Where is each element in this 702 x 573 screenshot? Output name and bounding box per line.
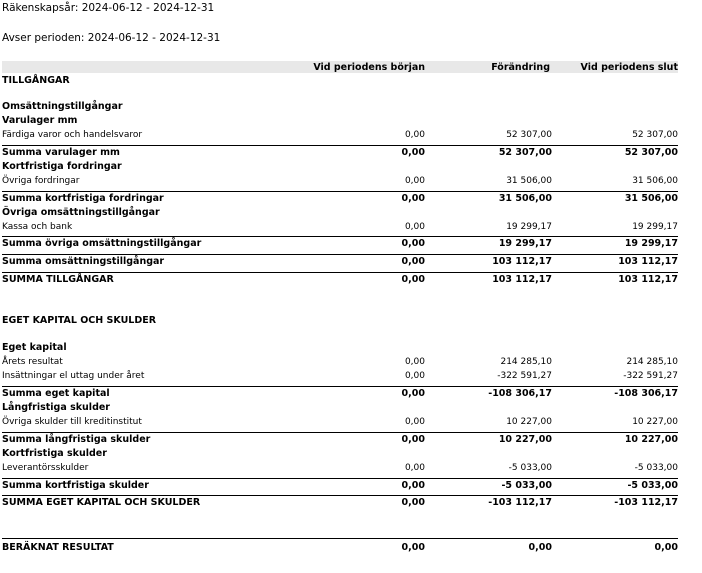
- row-label: TILLGÅNGAR: [2, 75, 70, 86]
- row-divider: [2, 386, 678, 387]
- row-divider: [2, 254, 678, 255]
- value-change: 52 307,00: [498, 147, 552, 158]
- row-label: Färdiga varor och handelsvaror: [2, 130, 143, 140]
- row-label: SUMMA TILLGÅNGAR: [2, 274, 114, 285]
- row-label: Årets resultat: [2, 357, 63, 367]
- value-change: -103 112,17: [488, 497, 552, 508]
- value-end: 103 112,17: [618, 274, 678, 285]
- row-label: Summa kortfristiga fordringar: [2, 193, 164, 204]
- value-start: 0,00: [401, 497, 425, 508]
- row-label: Summa övriga omsättningstillgångar: [2, 238, 202, 249]
- table-row-summa-omsattningstillgangar: [2, 255, 678, 269]
- value-end: -5 033,00: [634, 463, 678, 473]
- value-end: 19 299,17: [624, 238, 678, 249]
- value-change: 0,00: [528, 542, 552, 553]
- value-end: 0,00: [654, 542, 678, 553]
- value-start: 0,00: [401, 480, 425, 491]
- row-divider: [2, 478, 678, 479]
- row-label: Övriga fordringar: [2, 176, 80, 186]
- value-end: -322 591,27: [623, 371, 678, 381]
- section-heading-eget-kapital: [2, 341, 678, 355]
- section-heading-varulager-mm: [2, 114, 678, 128]
- row-label: Summa varulager mm: [2, 147, 120, 158]
- value-end: 31 506,00: [632, 176, 678, 186]
- column-header-end: Vid periodens slut: [580, 62, 678, 73]
- section-heading-omsattningstillgangar: [2, 100, 678, 114]
- value-change: 31 506,00: [506, 176, 552, 186]
- table-row-leverantorsskulder: [2, 461, 678, 475]
- value-start: 0,00: [404, 222, 425, 232]
- value-start: 0,00: [401, 542, 425, 553]
- value-change: -5 033,00: [508, 463, 552, 473]
- row-label: Övriga skulder till kreditinstitut: [2, 417, 142, 427]
- row-label: Varulager mm: [2, 115, 78, 126]
- value-end: 31 506,00: [624, 193, 678, 204]
- value-end: 19 299,17: [632, 222, 678, 232]
- value-change: 10 227,00: [506, 417, 552, 427]
- value-change: -5 033,00: [501, 480, 552, 491]
- table-row-summa-kortfristiga-skulder: [2, 479, 678, 493]
- row-label: Summa kortfristiga skulder: [2, 480, 149, 491]
- table-row-summa-tillgangar: [2, 273, 678, 287]
- value-start: 0,00: [401, 434, 425, 445]
- value-end: 52 307,00: [632, 130, 678, 140]
- table-row-summa-kortfristiga-fordringar: [2, 192, 678, 206]
- value-change: 52 307,00: [506, 130, 552, 140]
- column-header-change: Förändring: [491, 62, 550, 73]
- row-divider: [2, 191, 678, 192]
- value-start: 0,00: [404, 417, 425, 427]
- value-start: 0,00: [404, 176, 425, 186]
- section-heading-tillgangar: [2, 74, 678, 88]
- value-end: -103 112,17: [614, 497, 678, 508]
- table-row-summa-varulager-mm: [2, 146, 678, 160]
- row-label: Insättningar el uttag under året: [2, 371, 145, 381]
- result-divider: [2, 538, 678, 539]
- value-end: 10 227,00: [624, 434, 678, 445]
- row-label: Eget kapital: [2, 342, 67, 353]
- value-end: 103 112,17: [618, 256, 678, 267]
- row-label: Leverantörsskulder: [2, 463, 89, 473]
- value-change: 19 299,17: [498, 238, 552, 249]
- table-row-insattningar-el-uttag-under-aret: [2, 369, 678, 383]
- value-change: 214 285,10: [500, 357, 552, 367]
- value-change: -108 306,17: [488, 388, 552, 399]
- row-label: Summa omsättningstillgångar: [2, 256, 165, 267]
- value-change: 10 227,00: [498, 434, 552, 445]
- section-heading-ovriga-omsattningstillgangar: [2, 206, 678, 220]
- section-heading-kortfristiga-fordringar: [2, 160, 678, 174]
- value-start: 0,00: [401, 388, 425, 399]
- value-end: -5 033,00: [627, 480, 678, 491]
- table-row-arets-resultat: [2, 355, 678, 369]
- row-label: Summa eget kapital: [2, 388, 110, 399]
- value-start: 0,00: [401, 193, 425, 204]
- row-label: BERÄKNAT RESULTAT: [2, 542, 114, 553]
- row-label: EGET KAPITAL OCH SKULDER: [2, 315, 157, 326]
- value-end: 214 285,10: [626, 357, 678, 367]
- value-start: 0,00: [401, 147, 425, 158]
- section-heading-kortfristiga-skulder: [2, 447, 678, 461]
- value-change: 19 299,17: [506, 222, 552, 232]
- row-label: SUMMA EGET KAPITAL OCH SKULDER: [2, 497, 201, 508]
- table-row-summa-eget-kapital: [2, 387, 678, 401]
- value-start: 0,00: [401, 274, 425, 285]
- row-label: Summa långfristiga skulder: [2, 434, 151, 445]
- value-end: -108 306,17: [614, 388, 678, 399]
- value-start: 0,00: [404, 463, 425, 473]
- row-label: Kortfristiga skulder: [2, 448, 107, 459]
- row-label: Omsättningstillgångar: [2, 101, 123, 112]
- section-heading-eget-kapital-och-skulder: [2, 314, 678, 328]
- value-end: 10 227,00: [632, 417, 678, 427]
- value-change: -322 591,27: [497, 371, 552, 381]
- value-start: 0,00: [404, 357, 425, 367]
- row-label: Kassa och bank: [2, 222, 73, 232]
- value-start: 0,00: [404, 130, 425, 140]
- value-start: 0,00: [401, 238, 425, 249]
- row-divider: [2, 432, 678, 433]
- row-divider: [2, 236, 678, 237]
- row-label: Långfristiga skulder: [2, 402, 110, 413]
- row-divider: [2, 272, 678, 273]
- value-change: 103 112,17: [492, 274, 552, 285]
- table-row-kassa-och-bank: [2, 220, 678, 234]
- table-row-summa-langfristiga-skulder: [2, 433, 678, 447]
- row-divider: [2, 145, 678, 146]
- row-label: Övriga omsättningstillgångar: [2, 207, 160, 218]
- section-heading-langfristiga-skulder: [2, 401, 678, 415]
- value-start: 0,00: [401, 256, 425, 267]
- table-row-ovriga-skulder-till-kreditinstitut: [2, 415, 678, 429]
- row-divider: [2, 495, 678, 496]
- row-label: Kortfristiga fordringar: [2, 161, 122, 172]
- table-row-summa-ovriga-omsattningstillgangar: [2, 237, 678, 251]
- table-row-fardiga-varor-och-handelsvaror: [2, 128, 678, 142]
- value-start: 0,00: [404, 371, 425, 381]
- table-row-ovriga-fordringar: [2, 174, 678, 188]
- table-row-beraknat-resultat: [2, 541, 678, 555]
- table-row-summa-eget-kapital-och-skulder: [2, 496, 678, 510]
- value-change: 103 112,17: [492, 256, 552, 267]
- fiscal-year-label: Räkenskapsår: 2024-06-12 - 2024-12-31: [2, 2, 215, 14]
- value-end: 52 307,00: [624, 147, 678, 158]
- value-change: 31 506,00: [498, 193, 552, 204]
- period-label: Avser perioden: 2024-06-12 - 2024-12-31: [2, 32, 221, 44]
- column-header-start: Vid periodens början: [313, 62, 425, 73]
